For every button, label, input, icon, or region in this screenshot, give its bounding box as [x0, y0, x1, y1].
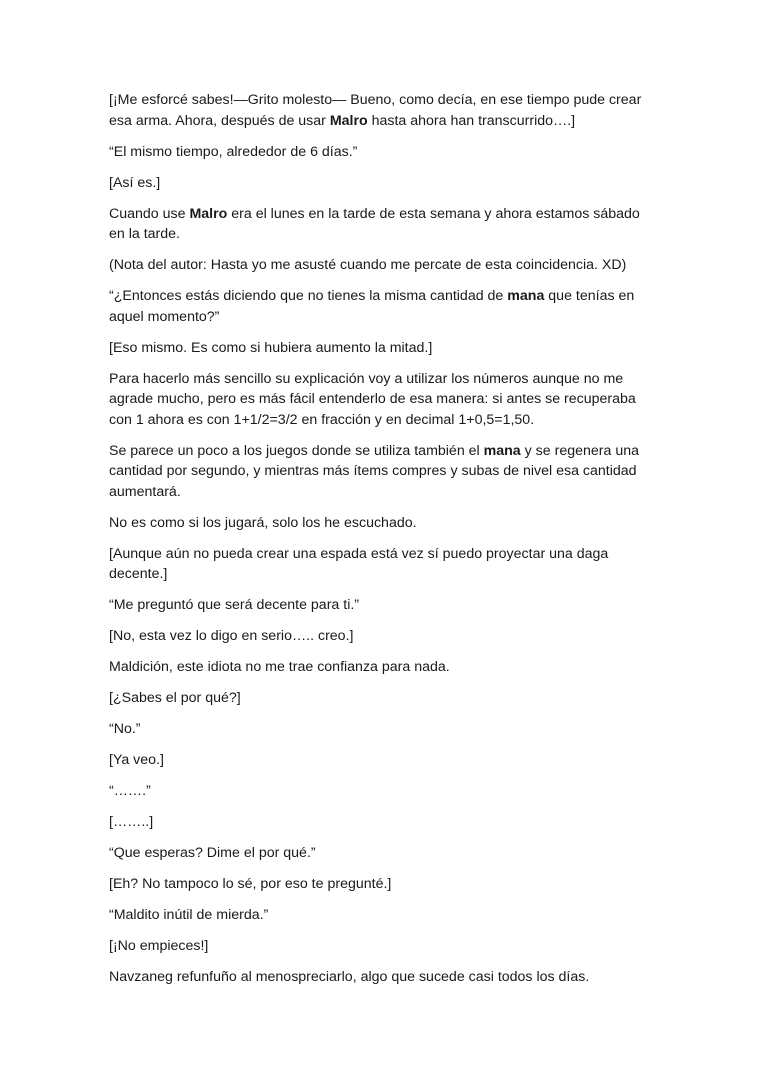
text-run: y se regenera una cantidad por segundo, y mientras más ítems compres y subas de nivel esa cantidad aumentará.	[109, 442, 640, 500]
paragraph-4	[109, 204, 657, 245]
paragraph-18	[109, 781, 657, 802]
paragraph-12	[109, 595, 657, 616]
text-run: [……..]	[109, 814, 154, 830]
paragraph-9	[109, 441, 657, 503]
paragraph-3	[109, 173, 657, 194]
text-run: “¿Entonces estás diciendo que no tienes la misma cantidad de	[109, 288, 508, 304]
bold-term: mana	[483, 442, 521, 459]
paragraph-17	[109, 750, 657, 771]
text-run: “No.”	[109, 721, 141, 737]
text-run: “Maldito inútil de mierda.”	[109, 907, 269, 923]
text-run: “Que esperas? Dime el por qué.”	[109, 845, 316, 861]
paragraph-20	[109, 843, 657, 864]
document-body	[109, 90, 657, 998]
paragraph-1	[109, 90, 657, 131]
text-run: [Ya veo.]	[109, 752, 164, 768]
paragraph-24	[109, 967, 657, 988]
text-run: Se parece un poco a los juegos donde se utiliza también el	[109, 442, 484, 459]
paragraph-22	[109, 905, 657, 926]
paragraph-16	[109, 719, 657, 740]
text-run: [¡No empieces!]	[109, 938, 209, 954]
paragraph-7	[109, 338, 657, 359]
text-run: [Aunque aún no pueda crear una espada está vez sí puedo proyectar una daga decente.]	[109, 545, 609, 582]
paragraph-23	[109, 936, 657, 957]
paragraph-11	[109, 544, 657, 585]
text-run: No es como si los jugará, solo los he escuchado.	[109, 514, 417, 531]
text-run: Cuando use	[109, 205, 190, 222]
text-run: “El mismo tiempo, alrededor de 6 días.”	[109, 143, 358, 160]
text-run: “Me preguntó que será decente para ti.”	[109, 597, 360, 613]
paragraph-13	[109, 626, 657, 647]
text-run: [No, esta vez lo digo en serio….. creo.]	[109, 628, 354, 644]
paragraph-6	[109, 286, 657, 327]
bold-term: mana	[507, 288, 545, 304]
text-run: era el lunes en la tarde de esta semana y ahora estamos sábado en la tarde.	[109, 205, 640, 242]
paragraph-19	[109, 812, 657, 833]
text-run: que tenías en aquel momento?”	[109, 288, 635, 325]
bold-term: Malro	[329, 112, 368, 129]
paragraph-21	[109, 874, 657, 895]
paragraph-2	[109, 142, 657, 163]
text-run: [Eh? No tampoco lo sé, por eso te pregunté.]	[109, 876, 392, 892]
text-run: Maldición, este idiota no me trae confianza para nada.	[109, 659, 450, 675]
text-run: [Eso mismo. Es como si hubiera aumento la mitad.]	[109, 339, 433, 356]
paragraph-14	[109, 657, 657, 678]
paragraph-8	[109, 369, 657, 431]
paragraph-5	[109, 255, 657, 276]
text-run: hasta ahora han transcurrido….]	[367, 112, 576, 129]
text-run: (Nota del autor: Hasta yo me asusté cuando me percate de esta coincidencia. XD)	[109, 257, 627, 273]
text-run: Navzaneg refunfuño al menospreciarlo, algo que sucede casi todos los días.	[109, 969, 590, 985]
bold-term: Malro	[189, 205, 228, 222]
paragraph-10	[109, 513, 657, 534]
text-run: Para hacerlo más sencillo su explicación voy a utilizar los números aunque no me agrade mucho, pero es más fácil entenderlo de esa manera: si antes se recuperaba con 1 ahora es con 1+1/2=3/2 en fracción y en decimal 1+0,5=1,50.	[109, 370, 636, 428]
text-run: [Así es.]	[109, 174, 161, 191]
text-run: “…….”	[109, 783, 151, 799]
text-run: [¿Sabes el por qué?]	[109, 690, 241, 706]
text-run: [¡Me esforcé sabes!—Grito molesto— Bueno, como decía, en ese tiempo pude crear esa arma. Ahora, después de usar	[109, 92, 642, 129]
paragraph-15	[109, 688, 657, 709]
